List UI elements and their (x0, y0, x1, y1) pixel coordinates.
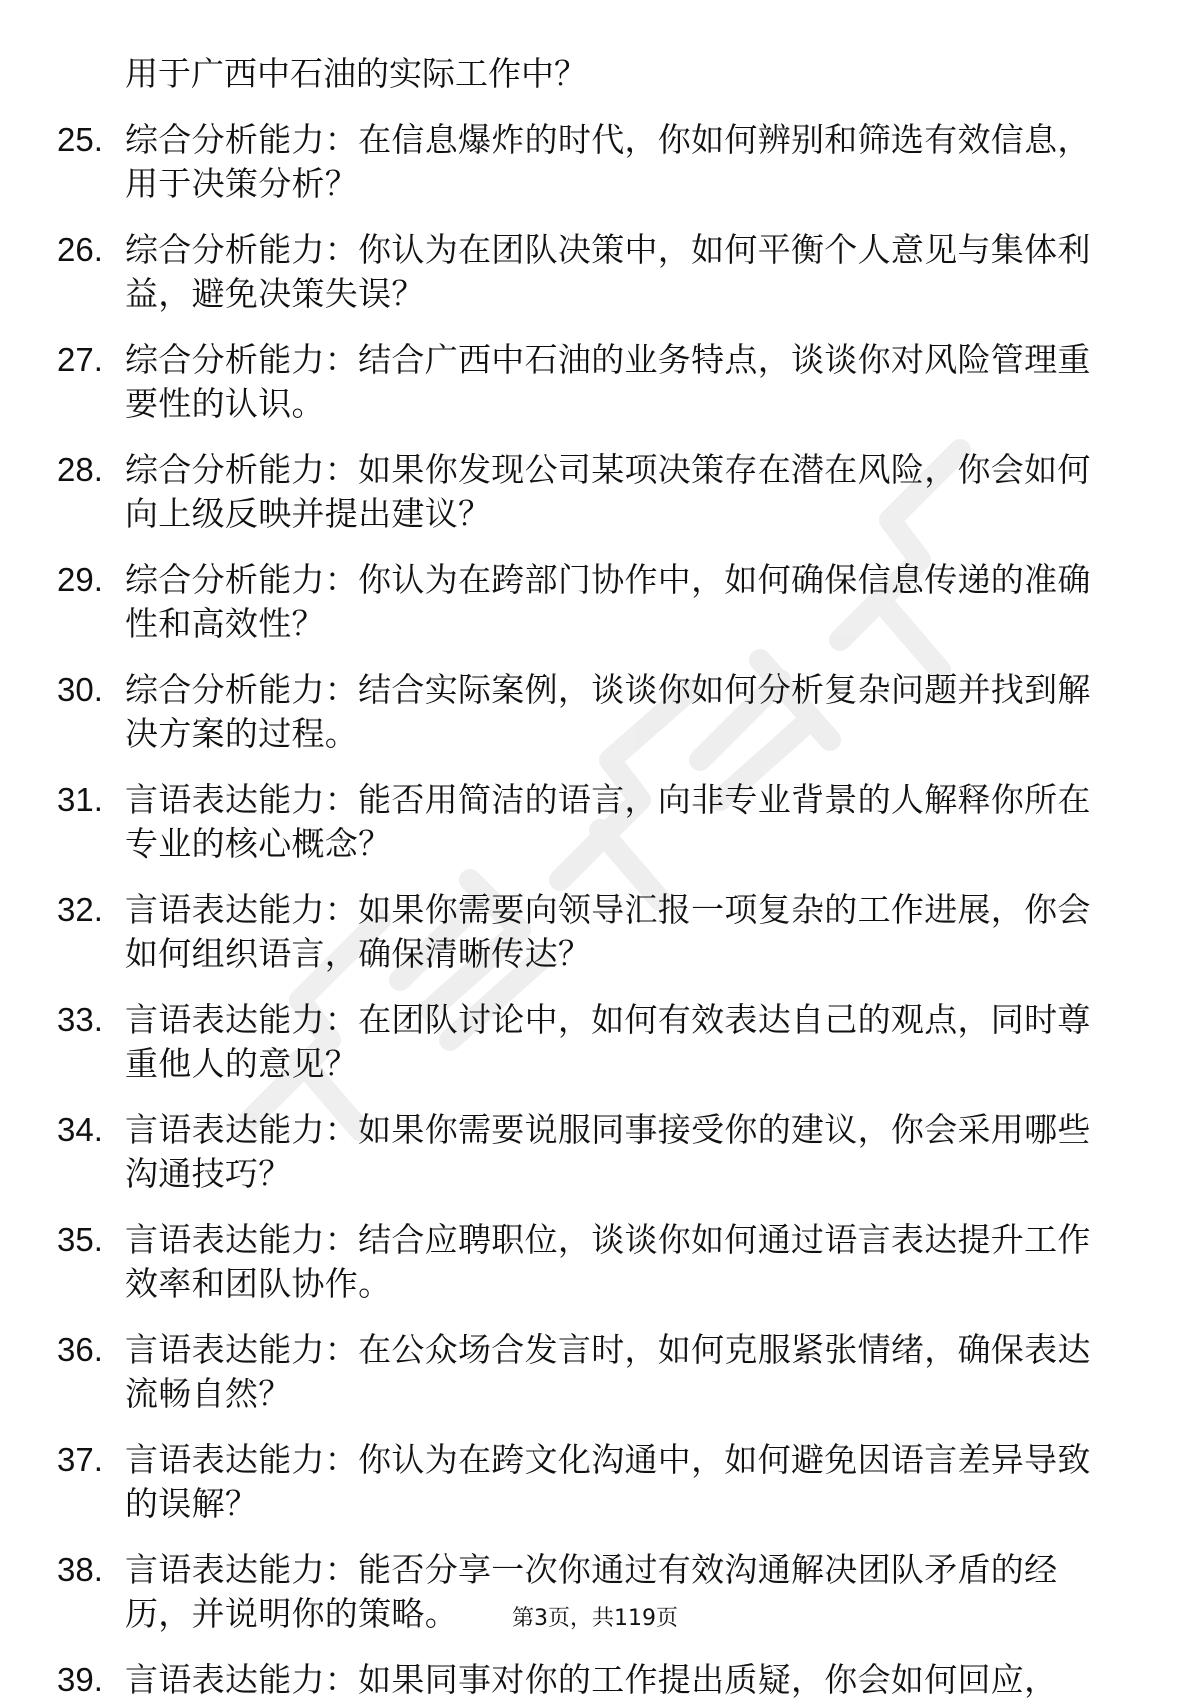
continuation-line: 用于广西中石油的实际工作中？ (125, 54, 587, 93)
list-item (0, 558, 1190, 646)
item-text: 综合分析能力：你认为在跨部门协作中，如何确保信息传递的准确性和高效性？ (125, 560, 1091, 643)
item-number: 26. (57, 231, 103, 268)
item-number: 38. (57, 1551, 103, 1588)
item-number: 34. (57, 1111, 103, 1148)
item-text: 综合分析能力：你认为在团队决策中，如何平衡个人意见与集体利益，避免决策失误？ (125, 230, 1091, 313)
list-item (0, 228, 1190, 316)
item-number: 27. (57, 341, 103, 378)
item-text: 综合分析能力：如果你发现公司某项决策存在潜在风险，你会如何向上级反映并提出建议？ (125, 450, 1091, 533)
page-footer: 第3页，共119页 (512, 1606, 678, 1631)
item-number: 29. (57, 561, 103, 598)
item-number: 36. (57, 1331, 103, 1368)
item-text: 综合分析能力：结合广西中石油的业务特点，谈谈你对风险管理重要性的认识。 (125, 340, 1091, 423)
list-item (0, 1108, 1190, 1196)
list-item (0, 118, 1190, 206)
item-number: 28. (57, 451, 103, 488)
list-item (0, 448, 1190, 536)
item-text: 言语表达能力：如果同事对你的工作提出质疑，你会如何回应， (125, 1660, 1058, 1699)
item-text: 言语表达能力：结合应聘职位，谈谈你如何通过语言表达提升工作效率和团队协作。 (125, 1220, 1091, 1303)
list-item (0, 888, 1190, 976)
item-text: 言语表达能力：能否分享一次你通过有效沟通解决团队矛盾的经历，并说明你的策略。 (125, 1550, 1058, 1633)
item-number: 30. (57, 671, 103, 708)
list-item (0, 338, 1190, 426)
list-item (0, 998, 1190, 1086)
item-text: 言语表达能力：在公众场合发言时，如何克服紧张情绪，确保表达流畅自然？ (125, 1330, 1091, 1413)
item-number: 32. (57, 891, 103, 928)
list-item (0, 1218, 1190, 1306)
list-item (0, 668, 1190, 756)
list-item (0, 778, 1190, 866)
item-text: 言语表达能力：如果你需要说服同事接受你的建议，你会采用哪些沟通技巧？ (125, 1110, 1091, 1193)
item-text: 言语表达能力：在团队讨论中，如何有效表达自己的观点，同时尊重他人的意见？ (125, 1000, 1091, 1083)
item-text: 言语表达能力：如果你需要向领导汇报一项复杂的工作进展，你会如何组织语言，确保清晰传达？ (125, 890, 1091, 973)
item-text: 言语表达能力：能否用简洁的语言，向非专业背景的人解释你所在专业的核心概念？ (125, 780, 1091, 863)
list-item (0, 1328, 1190, 1416)
item-text: 言语表达能力：你认为在跨文化沟通中，如何避免因语言差异导致的误解？ (125, 1440, 1091, 1523)
item-number: 39. (57, 1661, 103, 1698)
list-item (0, 1438, 1190, 1526)
item-number: 37. (57, 1441, 103, 1478)
item-text: 综合分析能力：在信息爆炸的时代，你如何辨别和筛选有效信息，用于决策分析？ (125, 120, 1091, 203)
item-number: 31. (57, 781, 103, 818)
question-list (0, 52, 1190, 1702)
item-number: 35. (57, 1221, 103, 1258)
item-number: 25. (57, 121, 103, 158)
item-number: 33. (57, 1001, 103, 1038)
list-item (0, 1658, 1190, 1702)
item-text: 综合分析能力：结合实际案例，谈谈你如何分析复杂问题并找到解决方案的过程。 (125, 670, 1091, 753)
